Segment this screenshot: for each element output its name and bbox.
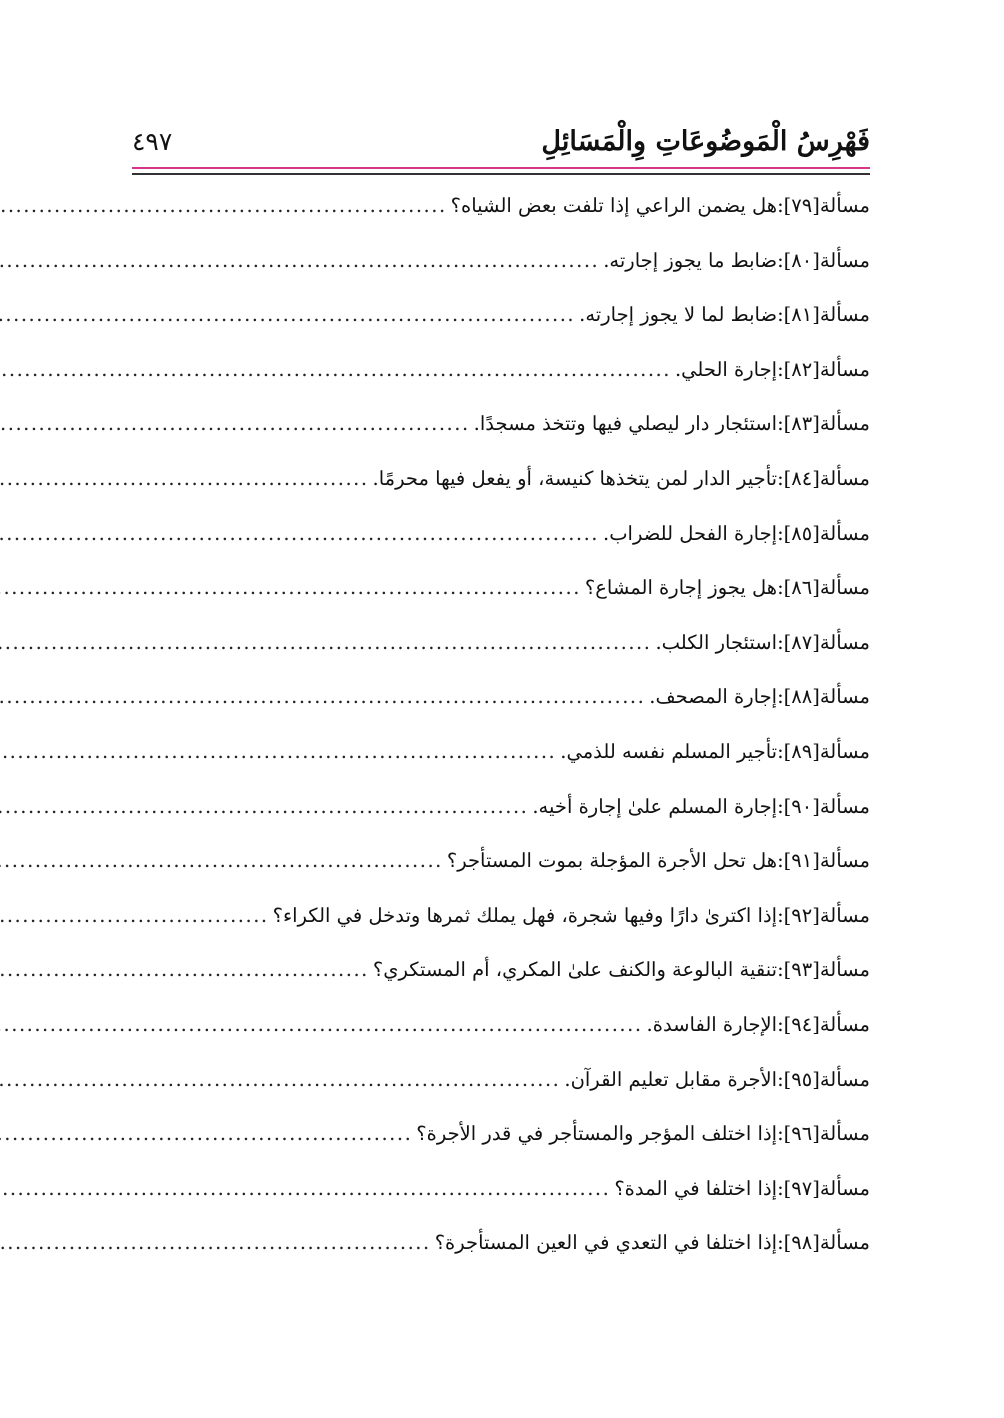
- leader-dots: [0, 616, 651, 671]
- toc-entry: مسألة [٩٢] : إذا اكترىٰ دارًا وفيها شجرة، فهل يملك ثمرها وتدخل في الكراء؟ .....: [132, 889, 870, 944]
- entry-number: [٨٠]: [783, 248, 820, 272]
- entry-number: [٨٩]: [783, 739, 820, 763]
- toc-entry: مسألة [٨٤] : تأجير الدار لمن يتخذها كنيسة، أو يفعل فيها محرمًا. .....: [132, 452, 870, 507]
- toc-entry: مسألة [٨٧] : استئجار الكلب. .....: [132, 616, 870, 671]
- entry-number: [٩٠]: [783, 794, 820, 818]
- entry-title: تأجير المسلم نفسه للذمي.: [560, 739, 778, 763]
- entry-label: مسألة: [819, 794, 870, 818]
- entry-number: [٩٢]: [783, 903, 820, 927]
- leader-dots: [0, 725, 556, 780]
- entry-label: مسألة: [819, 466, 870, 490]
- toc-entry: مسألة [٨٢] : إجارة الحلي. .....: [132, 343, 870, 398]
- leader-dots: [0, 1107, 412, 1162]
- entry-number: [٩٧]: [783, 1176, 820, 1200]
- entry-title: استئجار دار ليصلي فيها وتتخذ مسجدًا.: [473, 412, 778, 436]
- leader-dots: [0, 561, 581, 616]
- toc-entry: مسألة [٨٦] : هل يجوز إجارة المشاع؟ .....: [132, 561, 870, 616]
- leader-dots: [0, 1053, 560, 1108]
- entry-label: مسألة: [819, 1067, 870, 1091]
- entry-label: مسألة: [819, 903, 870, 927]
- entry-label: مسألة: [819, 1122, 870, 1146]
- entry-number: [٩٦]: [783, 1122, 820, 1146]
- toc-entry: مسألة [٩٧] : إذا اختلفا في المدة؟ .....: [132, 1162, 870, 1217]
- leader-dots: [0, 343, 671, 398]
- entry-number: [٩٤]: [783, 1012, 820, 1036]
- entry-label: مسألة: [819, 194, 870, 217]
- entry-label: مسألة: [819, 630, 870, 654]
- leader-dots: [0, 670, 645, 725]
- entry-number: [٨٢]: [783, 357, 820, 381]
- leader-dots: [0, 780, 528, 835]
- toc-entry: مسألة [٨٥] : إجارة الفحل للضراب. .....: [132, 507, 870, 562]
- entry-title: هل يجوز إجارة المشاع؟: [584, 576, 778, 600]
- entry-number: [٧٩]: [783, 194, 820, 217]
- leader-dots: [0, 397, 470, 452]
- toc-list: [132, 179, 870, 1271]
- entry-label: مسألة: [819, 576, 870, 600]
- entry-label: مسألة: [819, 1012, 870, 1036]
- entry-title: إذا اختلف المؤجر والمستأجر في قدر الأجرة؟: [416, 1122, 778, 1146]
- leader-dots: [0, 889, 269, 944]
- entry-label: مسألة: [819, 685, 870, 709]
- entry-label: مسألة: [819, 739, 870, 763]
- entry-number: [٩٨]: [783, 1231, 820, 1255]
- entry-title: إذا اكترىٰ دارًا وفيها شجرة، فهل يملك ثمرها وتدخل في الكراء؟: [272, 903, 778, 927]
- entry-title: ضابط لما لا يجوز إجارته.: [579, 303, 778, 327]
- entry-title: هل يضمن الراعي إذا تلفت بعض الشياه؟: [450, 194, 778, 217]
- page-number: ٤٩٧: [132, 127, 173, 156]
- entry-label: مسألة: [819, 521, 870, 545]
- toc-entry: مسألة [٩٠] : إجارة المسلم علىٰ إجارة أخيه. .....: [132, 780, 870, 835]
- toc-entry: مسألة [٩٣] : تنقية البالوعة والكنف علىٰ المكري، أم المستكري؟ .....: [132, 943, 870, 998]
- toc-entry: مسألة [٨٨] : إجارة المصحف. .....: [132, 670, 870, 725]
- header-rule-dark: [132, 173, 870, 175]
- toc-entry: مسألة [٨٠] : ضابط ما يجوز إجارته. .....: [132, 234, 870, 289]
- entry-title: الإجارة الفاسدة.: [646, 1012, 778, 1036]
- toc-entry: مسألة [٨١] : ضابط لما لا يجوز إجارته. .....: [132, 288, 870, 343]
- leader-dots: [0, 1162, 610, 1217]
- entry-label: مسألة: [819, 248, 870, 272]
- entry-number: [٩٥]: [783, 1067, 820, 1091]
- leader-dots: [0, 943, 369, 998]
- entry-title: إجارة المسلم علىٰ إجارة أخيه.: [532, 794, 778, 818]
- entry-title: إجارة المصحف.: [649, 685, 778, 709]
- leader-dots: [0, 234, 599, 289]
- toc-entry: مسألة [٩٨] : إذا اختلفا في التعدي في العين المستأجرة؟ .....: [132, 1216, 870, 1271]
- toc-entry: مسألة [٨٣] : استئجار دار ليصلي فيها وتتخذ مسجدًا. .....: [132, 397, 870, 452]
- entry-title: ضابط ما يجوز إجارته.: [603, 248, 778, 272]
- entry-title: تأجير الدار لمن يتخذها كنيسة، أو يفعل فيها محرمًا.: [372, 466, 778, 490]
- page-header: [132, 118, 870, 166]
- entry-title: تنقية البالوعة والكنف علىٰ المكري، أم المستكري؟: [372, 958, 778, 982]
- toc-entry: مسألة [٩٤] : الإجارة الفاسدة. .....: [132, 998, 870, 1053]
- entry-label: مسألة: [819, 1176, 870, 1200]
- toc-entry: مسألة [٧٩] : هل يضمن الراعي إذا تلفت بعض الشياه؟ .....: [132, 179, 870, 234]
- leader-dots: [0, 507, 599, 562]
- entry-number: [٨٧]: [783, 630, 820, 654]
- entry-label: مسألة: [819, 958, 870, 982]
- entry-label: مسألة: [819, 412, 870, 436]
- toc-entry: مسألة [٩١] : هل تحل الأجرة المؤجلة بموت المستأجر؟ .....: [132, 834, 870, 889]
- entry-number: [٨٥]: [783, 521, 820, 545]
- entry-number: [٩١]: [783, 849, 820, 873]
- entry-number: [٨٦]: [783, 576, 820, 600]
- entry-title: إذا اختلفا في المدة؟: [614, 1176, 778, 1200]
- entry-number: [٩٣]: [783, 958, 820, 982]
- entry-number: [٨١]: [783, 303, 820, 327]
- entry-number: [٨٤]: [783, 466, 820, 490]
- entry-title: إذا اختلفا في التعدي في العين المستأجرة؟: [434, 1231, 778, 1255]
- leader-dots: [0, 998, 643, 1053]
- entry-title: استئجار الكلب.: [655, 630, 778, 654]
- header-rule-pink: [132, 167, 870, 169]
- leader-dots: [0, 834, 443, 889]
- entry-label: مسألة: [819, 1231, 870, 1255]
- page-title: فَهْرِسُ الْمَوضُوعَاتِ وِالْمَسَائِلِ: [541, 126, 870, 157]
- toc-entry: مسألة [٩٦] : إذا اختلف المؤجر والمستأجر في قدر الأجرة؟ .....: [132, 1107, 870, 1162]
- leader-dots: [0, 452, 369, 507]
- leader-dots: [0, 179, 447, 234]
- toc-entry: مسألة [٩٥] : الأجرة مقابل تعليم القرآن. .....: [132, 1053, 870, 1108]
- entry-label: مسألة: [819, 303, 870, 327]
- toc-entry: مسألة [٨٩] : تأجير المسلم نفسه للذمي. .....: [132, 725, 870, 780]
- entry-title: إجارة الفحل للضراب.: [603, 521, 778, 545]
- leader-dots: [0, 1216, 431, 1271]
- entry-number: [٨٨]: [783, 685, 820, 709]
- leader-dots: [0, 288, 575, 343]
- entry-label: مسألة: [819, 849, 870, 873]
- entry-title: الأجرة مقابل تعليم القرآن.: [564, 1067, 778, 1091]
- entry-label: مسألة: [819, 357, 870, 381]
- entry-number: [٨٣]: [783, 412, 820, 436]
- entry-title: إجارة الحلي.: [674, 357, 778, 381]
- entry-title: هل تحل الأجرة المؤجلة بموت المستأجر؟: [446, 849, 778, 873]
